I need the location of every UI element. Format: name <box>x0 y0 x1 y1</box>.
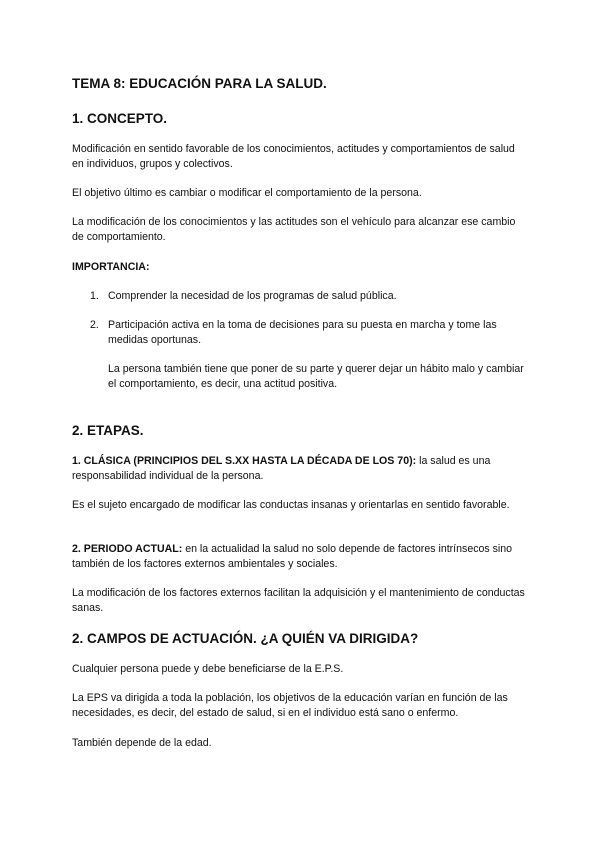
concepto-paragraph-2: El objetivo último es cambiar o modificar el comportamiento de la persona. <box>72 187 422 199</box>
importance-label: IMPORTANCIA: <box>72 261 150 273</box>
concepto-paragraph-3: La modificación de los conocimientos y las actitudes son el vehículo para alcanzar ese cambio de comportamiento. <box>72 216 516 244</box>
list-item-text: Comprender la necesidad de los programas de salud pública. <box>108 290 397 302</box>
section-heading-etapas: 2. ETAPAS. <box>72 423 144 438</box>
section-heading-concepto: 1. CONCEPTO. <box>72 111 168 126</box>
document-title: TEMA 8: EDUCACIÓN PARA LA SALUD. <box>72 76 327 91</box>
campos-paragraph-2: La EPS va dirigida a toda la población, los objetivos de la educación varían en función de las necesidades, es decir, del estado de salud, si en el individuo está sano o enfermo. <box>72 692 508 720</box>
section-heading-campos: 2. CAMPOS DE ACTUACIÓN. ¿A QUIÉN VA DIRIGIDA? <box>72 631 419 646</box>
list-item-number: 1. <box>90 290 99 302</box>
stage-2-paragraph-2: La modificación de los factores externos facilitan la adquisición y el mantenimiento de conductas sanas. <box>72 587 525 615</box>
list-item-text: Participación activa en la toma de decisiones para su puesta en marcha y tome las medidas oportunas. <box>108 319 497 347</box>
list-item-note: La persona también tiene que poner de su parte y querer dejar un hábito malo y cambiar el comportamiento, es decir, una actitud positiva. <box>108 363 524 391</box>
campos-paragraph-3: También depende de la edad. <box>72 737 212 749</box>
concepto-paragraph-1: Modificación en sentido favorable de los conocimientos, actitudes y comportamientos de salud en individuos, grupos y colectivos. <box>72 143 515 171</box>
stage-2-paragraph: 2. PERIODO ACTUAL: en la actualidad la salud no solo depende de factores intrínsecos sino también de los factores externos ambientales y sociales. <box>72 543 513 571</box>
stage-1-paragraph-2: Es el sujeto encargado de modificar las conductas insanas y orientarlas en sentido favorable. <box>72 499 510 511</box>
list-item-number: 2. <box>90 319 99 331</box>
stage-1-paragraph: 1. CLÁSICA (PRINCIPIOS DEL S.XX HASTA LA DÉCADA DE LOS 70): la salud es una responsabilidad individual de la persona. <box>72 455 491 483</box>
campos-paragraph-1: Cualquier persona puede y debe beneficiarse de la E.P.S. <box>72 663 344 675</box>
